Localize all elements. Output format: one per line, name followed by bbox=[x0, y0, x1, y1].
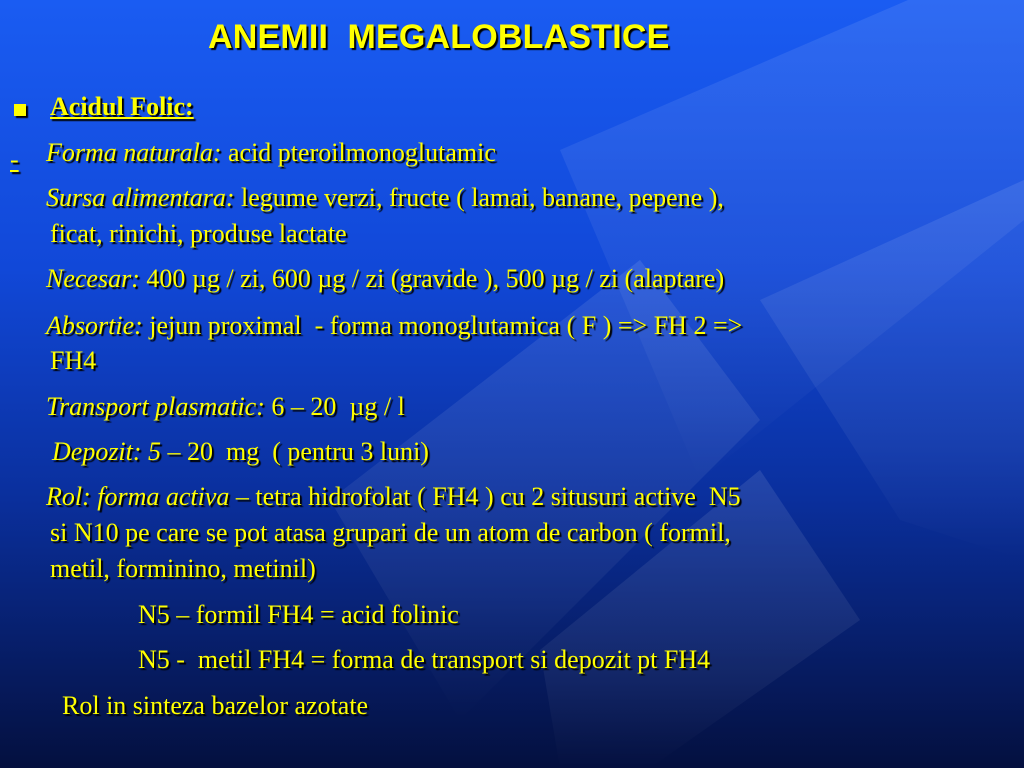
item-text: legume verzi, fructe ( lamai, banane, pepene ), bbox=[234, 183, 724, 212]
dash-bullet-icon: - bbox=[10, 145, 19, 174]
square-bullet-icon bbox=[14, 104, 26, 116]
item-continuation: metil, forminino, metinil) bbox=[50, 554, 316, 583]
sub-item: N5 – formil FH4 = acid folinic bbox=[138, 600, 459, 629]
item-rol bbox=[46, 482, 741, 512]
item-label: Depozit: 5 bbox=[52, 437, 162, 466]
item-continuation: si N10 pe care se pot atasa grupari de un atom de carbon ( formil, bbox=[50, 518, 731, 547]
item-depozit bbox=[52, 437, 429, 467]
item-label: Absortie: bbox=[46, 311, 143, 340]
sub-item: N5 - metil FH4 = forma de transport si depozit pt FH4 bbox=[138, 645, 711, 674]
item-text: 6 – 20 µg / l bbox=[264, 392, 405, 421]
item-label: Necesar: bbox=[46, 264, 140, 293]
item-label: Rol: forma activa bbox=[46, 482, 230, 511]
item-absortie bbox=[46, 311, 742, 341]
footer-line: Rol in sinteza bazelor azotate bbox=[62, 691, 369, 720]
section-heading: Acidul Folic: bbox=[50, 92, 194, 121]
item-forma-naturala bbox=[46, 138, 496, 168]
item-continuation: FH4 bbox=[50, 346, 97, 375]
item-label: Forma naturala: bbox=[46, 138, 222, 167]
item-transport-plasmatic bbox=[46, 392, 405, 422]
item-text: – tetra hidrofolat ( FH4 ) cu 2 situsuri active N5 bbox=[229, 482, 741, 511]
item-text: jejun proximal - forma monoglutamica ( F ) => FH 2 => bbox=[142, 311, 743, 340]
slide-title: ANEMII MEGALOBLASTICE bbox=[208, 18, 670, 56]
item-text: 400 µg / zi, 600 µg / zi (gravide ), 500 µg / zi (alaptare) bbox=[139, 264, 725, 293]
item-label: Sursa alimentara: bbox=[46, 183, 235, 212]
item-continuation: ficat, rinichi, produse lactate bbox=[50, 219, 347, 248]
item-sursa-alimentara bbox=[46, 183, 724, 213]
item-label: Transport plasmatic: bbox=[46, 392, 265, 421]
item-necesar bbox=[46, 264, 724, 294]
item-text: – 20 mg ( pentru 3 luni) bbox=[161, 437, 429, 466]
item-text: acid pteroilmonoglutamic bbox=[221, 138, 496, 167]
